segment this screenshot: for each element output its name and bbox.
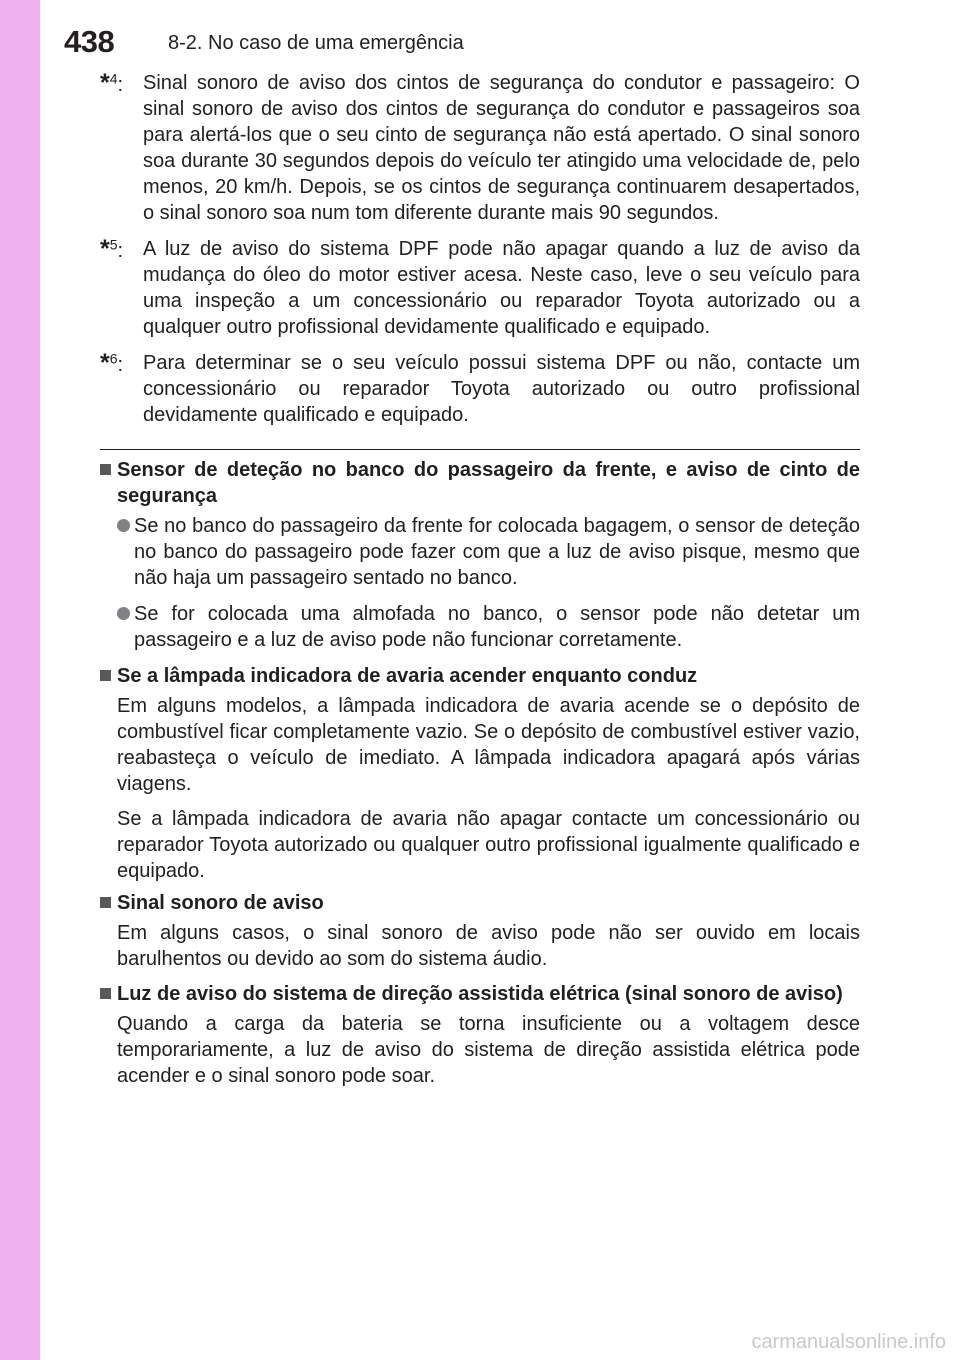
bullet-item <box>100 601 860 653</box>
footnote-4 <box>100 70 860 226</box>
paragraph: Em alguns casos, o sinal sonoro de aviso pode não ser ouvido em locais barulhentos ou devido ao som do sistema áudio. <box>117 922 860 970</box>
section-title: 8-2. No caso de uma emergência <box>168 32 464 54</box>
footnote-separator: : <box>117 240 124 262</box>
bullet-text: Se no banco do passageiro da frente for colocada bagagem, o sensor de deteção no banco do passageiro pode fazer com que a luz de aviso pisque, mesmo que não haja um passageiro sentado no banco. <box>134 515 860 589</box>
chapter-tab-sidebar <box>0 0 40 1360</box>
section-heading-text: Luz de aviso do sistema de direção assistida elétrica (sinal sonoro de aviso) <box>117 983 843 1005</box>
paragraph: Quando a carga da bateria se torna insuficiente ou a voltagem desce temporariamente, a luz de aviso do sistema de direção assistida elétrica pode acender e o sinal sonoro pode soar. <box>117 1013 860 1087</box>
asterisk-icon: * <box>100 349 110 377</box>
footnote-text: Para determinar se o seu veículo possui sistema DPF ou não, contacte um concessionário ou reparador Toyota autorizado ou outro profissional devidamente qualificado e equipado. <box>143 352 860 426</box>
circle-bullet-icon <box>117 519 130 532</box>
section-heading-text: Sinal sonoro de aviso <box>117 892 324 914</box>
square-bullet-icon <box>100 897 111 908</box>
square-bullet-icon <box>100 464 111 475</box>
footnote-marker <box>100 70 123 98</box>
footnote-marker <box>100 236 123 264</box>
section-heading-warning-buzzer <box>100 890 860 916</box>
section-heading-text: Se a lâmpada indicadora de avaria acender enquanto conduz <box>117 665 698 687</box>
section-heading-seat-sensor <box>100 457 860 509</box>
footnote-5 <box>100 236 860 340</box>
footnote-marker <box>100 350 123 378</box>
footnote-6 <box>100 350 860 428</box>
divider-rule <box>100 449 860 450</box>
footnote-number: 6 <box>109 350 118 367</box>
section-heading-text: Sensor de deteção no banco do passageiro da frente, e aviso de cinto de segurança <box>117 459 860 507</box>
paragraph: Se a lâmpada indicadora de avaria não apagar contacte um concessionário ou reparador Toyota autorizado ou qualquer outro profissional igualmente qualificado e equipado. <box>117 808 860 882</box>
asterisk-icon: * <box>100 69 110 97</box>
footnote-number: 4 <box>109 70 118 87</box>
bullet-item <box>100 513 860 591</box>
footnote-number: 5 <box>109 236 118 253</box>
footnote-separator: : <box>117 354 124 376</box>
square-bullet-icon <box>100 670 111 681</box>
section-heading-power-steering <box>100 981 860 1007</box>
page-content <box>100 70 860 1098</box>
footnote-text: Sinal sonoro de aviso dos cintos de segurança do condutor e passageiro: O sinal sonoro de aviso dos cintos de segurança do condutor e passageiros soa para alertá-los que o seu cinto de segurança não está apertado. O sinal sonoro soa durante 30 segundos depois do veículo ter atingido uma velocidade de, pelo menos, 20 km/h. Depois, se os cintos de segurança continuarem desapertados, o sinal sonoro soa num tom diferente durante mais 90 segundos. <box>143 72 860 224</box>
watermark-text: carmanualsonline.info <box>751 1331 946 1353</box>
circle-bullet-icon <box>117 607 130 620</box>
paragraph: Em alguns modelos, a lâmpada indicadora de avaria acende se o depósito de combustível ficar completamente vazio. Se o depósito de combustível estiver vazio, reabasteça o veículo de imediato. A lâmpada indicadora apagará após várias viagens. <box>117 695 860 795</box>
square-bullet-icon <box>100 988 111 999</box>
asterisk-icon: * <box>100 235 110 263</box>
footnote-separator: : <box>117 74 124 96</box>
bullet-text: Se for colocada uma almofada no banco, o sensor pode não detetar um passageiro e a luz de aviso pode não funcionar corretamente. <box>134 603 860 651</box>
page-number: 438 <box>64 24 115 59</box>
section-heading-malfunction-lamp <box>100 663 860 689</box>
footnote-text: A luz de aviso do sistema DPF pode não apagar quando a luz de aviso da mudança do óleo do motor estiver acesa. Neste caso, leve o seu veículo para uma inspeção a um concessionário ou reparador Toyota autorizado ou a qualquer outro profissional devidamente qualificado e equipado. <box>143 238 860 338</box>
